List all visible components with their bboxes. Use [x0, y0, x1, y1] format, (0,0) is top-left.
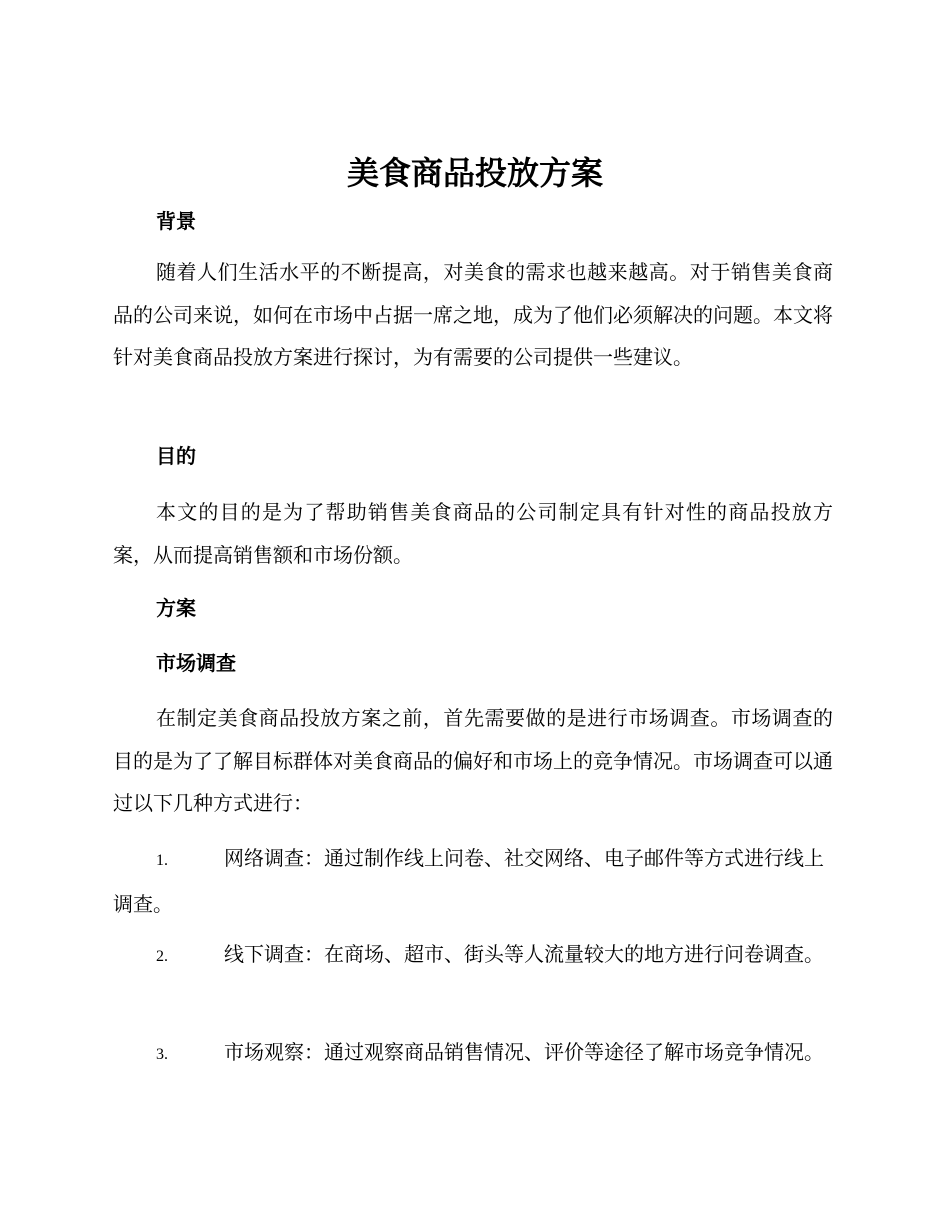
list-item	[113, 1031, 833, 1077]
list-item-text: 线下调查：在商场、超市、街头等人流量较大的地方进行问卷调查。	[224, 942, 824, 966]
heading-purpose: 目的	[156, 444, 196, 468]
list-item-number: 3.	[156, 1046, 168, 1063]
paragraph-purpose: 本文的目的是为了帮助销售美食商品的公司制定具有针对性的商品投放方案，从而提高销售额和市场份额。	[113, 500, 833, 567]
list-item-number: 2.	[156, 948, 168, 965]
paragraph-market-research: 在制定美食商品投放方案之前，首先需要做的是进行市场调查。市场调查的目的是为了了解目标群体对美食商品的偏好和市场上的竞争情况。市场调查可以通过以下几种方式进行：	[113, 706, 833, 815]
heading-background: 背景	[156, 209, 196, 233]
list-item	[113, 933, 833, 979]
list-item-number: 1.	[156, 852, 168, 869]
list-item	[113, 837, 833, 925]
document-title: 美食商品投放方案	[346, 154, 603, 192]
list-item-text: 网络调查：通过制作线上问卷、社交网络、电子邮件等方式进行线上调查。	[113, 846, 824, 916]
paragraph-background: 随着人们生活水平的不断提高，对美食的需求也越来越高。对于销售美食商品的公司来说，如何在市场中占据一席之地，成为了他们必须解决的问题。本文将针对美食商品投放方案进行探讨，为有需要的公司提供一些建议。	[113, 260, 833, 369]
heading-plan: 方案	[156, 596, 196, 620]
list-item-text: 市场观察：通过观察商品销售情况、评价等途径了解市场竞争情况。	[224, 1040, 824, 1064]
heading-market-research: 市场调查	[156, 651, 236, 675]
